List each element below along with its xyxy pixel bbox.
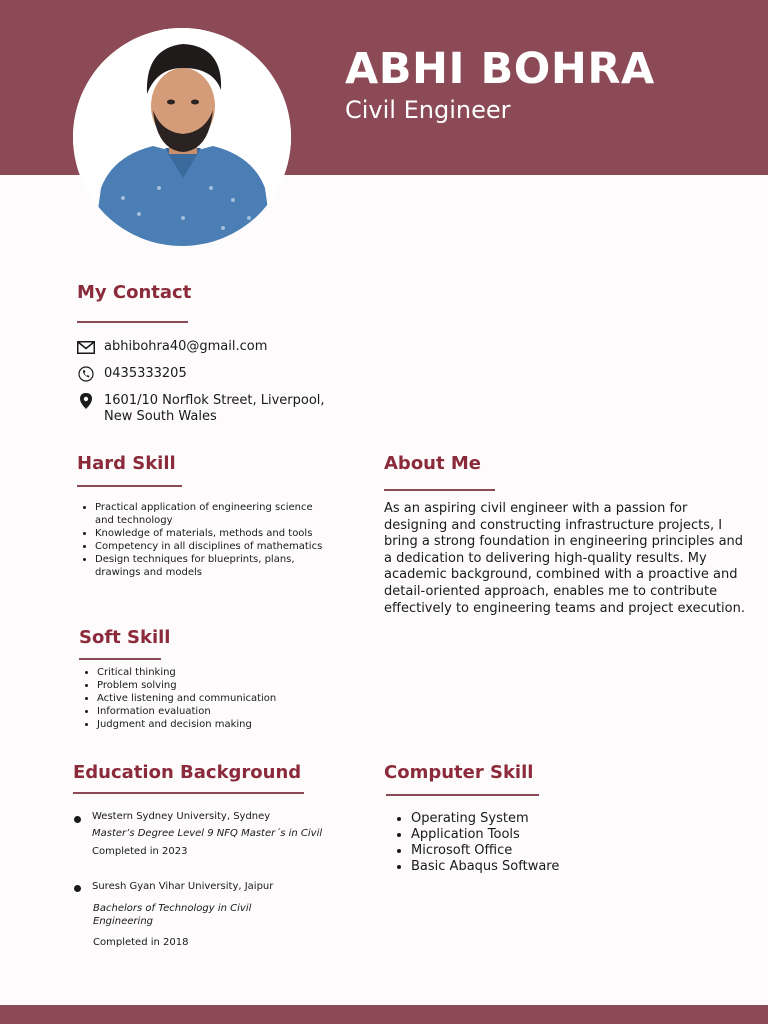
contact-email-row: [76, 339, 267, 355]
contact-phone-row: [76, 366, 187, 382]
list-item: • Knowledge of materials, methods and tools: [95, 527, 325, 540]
list-item: • Microsoft Office: [411, 843, 661, 859]
contact-phone[interactable]: 0435333205: [104, 366, 187, 381]
list-item: • Competency in all disciplines of mathematics: [95, 540, 325, 553]
contact-email[interactable]: abhibohra40@gmail.com: [104, 339, 268, 354]
list-item: • Problem solving: [97, 679, 347, 692]
list-item: • Active listening and communication: [97, 692, 347, 705]
bullet-icon: [74, 816, 81, 823]
about-text: As an aspiring civil engineer with a passion for designing and constructing infrastructure projects, I bring a strong foundation in engineering principles and a dedication to delivering high-quality results. My academic background, combined with a proactive and detail-oriented approach, enables me to contribute effectively to engineering teams and project execution.: [384, 501, 745, 616]
contact-rule: [77, 321, 188, 323]
education-completed: Completed in 2023: [92, 846, 188, 857]
education-rule: [73, 792, 304, 794]
education-degree: Master’s Degree Level 9 NFQ Master´s in Civil: [92, 828, 323, 839]
contact-address-row: [76, 393, 325, 425]
envelope-icon: [76, 339, 96, 355]
education-institution: Suresh Gyan Vihar University, Jaipur: [92, 881, 274, 892]
contact-heading: My Contact: [77, 282, 192, 303]
list-item: • Basic Abaqus Software: [411, 859, 661, 875]
candidate-role: Civil Engineer: [345, 96, 511, 124]
hard-skill-rule: [77, 485, 182, 487]
bullet-icon: [74, 885, 81, 892]
hard-skill-heading: Hard Skill: [77, 453, 176, 474]
hard-skill-list: [77, 501, 325, 579]
footer-band: [0, 1005, 768, 1024]
candidate-name: ABHI BOHRA: [345, 44, 655, 94]
about-heading: About Me: [384, 453, 481, 474]
soft-skill-list: [79, 666, 347, 731]
computer-skill-rule: [386, 794, 539, 796]
soft-skill-rule: [79, 658, 161, 660]
location-pin-icon: [76, 393, 96, 409]
list-item: • Operating System: [411, 811, 661, 827]
education-institution: Western Sydney University, Sydney: [92, 811, 271, 822]
education-degree: Bachelors of Technology in Civil Engineering: [93, 903, 252, 927]
phone-icon: [76, 366, 96, 382]
about-rule: [384, 489, 495, 491]
soft-skill-heading: Soft Skill: [79, 627, 171, 648]
list-item: • Practical application of engineering science and technology: [95, 501, 325, 527]
education-completed: Completed in 2018: [93, 937, 189, 948]
contact-address-line1: 1601/10 Norflok Street, Liverpool,: [104, 393, 325, 408]
list-item: • Critical thinking: [97, 666, 347, 679]
list-item: • Information evaluation: [97, 705, 347, 718]
computer-skill-heading: Computer Skill: [384, 762, 534, 783]
computer-skill-list: [393, 811, 661, 875]
contact-address-line2: New South Wales: [104, 409, 217, 424]
list-item: • Judgment and decision making: [97, 718, 347, 731]
profile-photo: [73, 28, 291, 246]
list-item: • Application Tools: [411, 827, 661, 843]
list-item: • Design techniques for blueprints, plans, drawings and models: [95, 553, 325, 579]
education-heading: Education Background: [73, 762, 302, 783]
